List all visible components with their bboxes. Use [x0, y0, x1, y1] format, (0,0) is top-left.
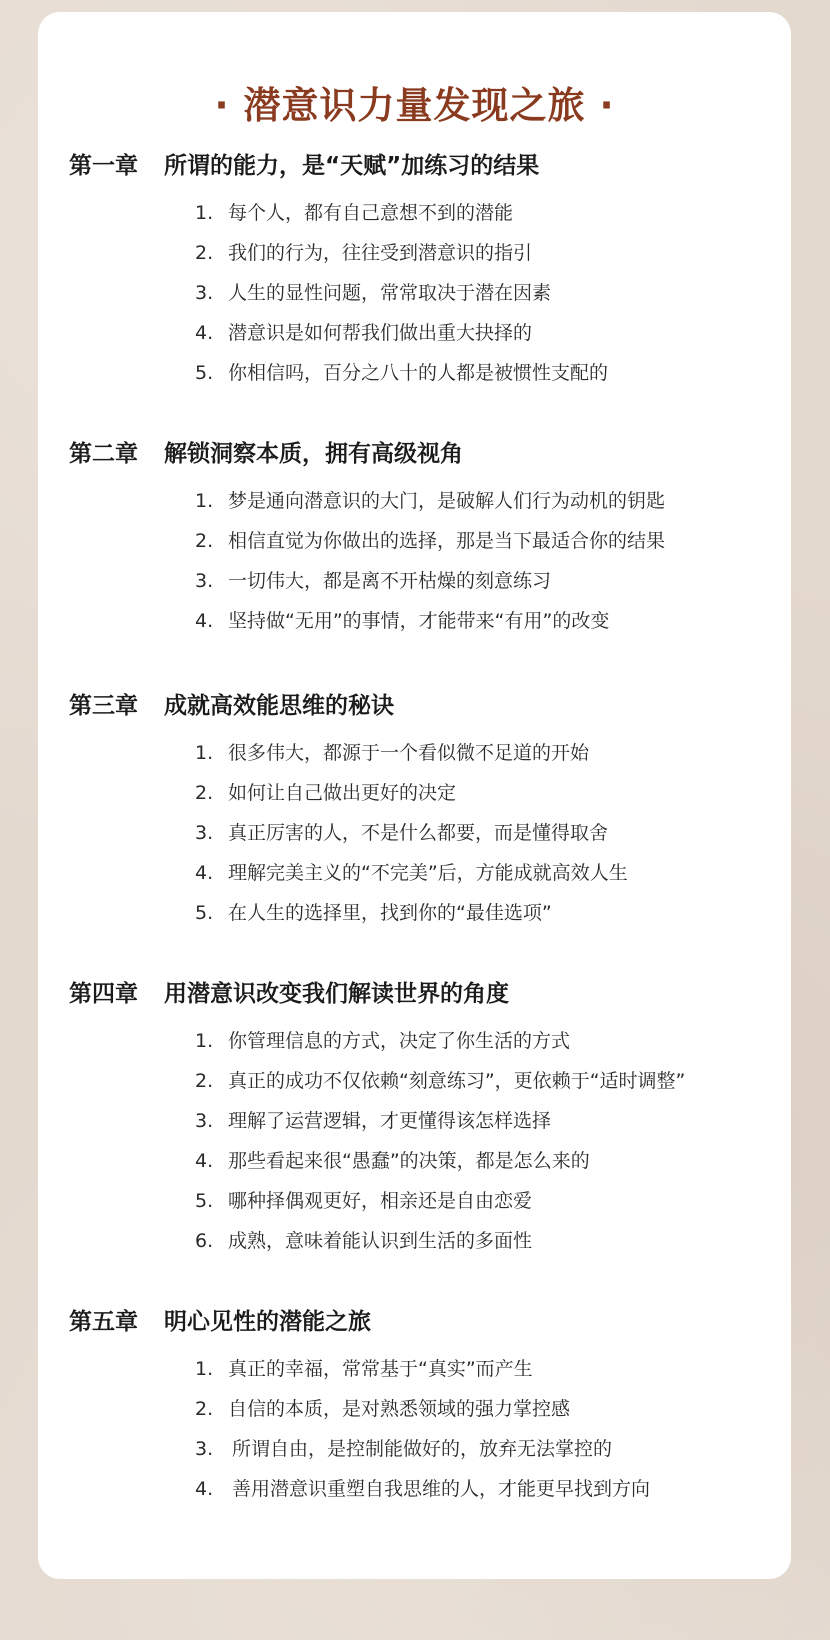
item-text: 真正的幸福，常常基于“真实”而产生	[228, 1358, 533, 1380]
item-text: 成熟，意味着能认识到生活的多面性	[228, 1230, 533, 1252]
title-dot-left: ·	[214, 84, 230, 127]
chapter-heading	[69, 146, 769, 186]
list-item	[195, 1181, 769, 1221]
list-item	[195, 1221, 769, 1261]
title-dot-right: ·	[599, 84, 615, 127]
chapter-title: 明心见性的潜能之旅	[164, 1309, 371, 1335]
list-item	[195, 773, 769, 813]
item-number: 3.	[195, 1110, 214, 1132]
item-number: 2.	[195, 782, 214, 804]
item-number: 2.	[195, 1070, 214, 1092]
item-number: 4.	[195, 322, 214, 344]
item-number: 3.	[195, 822, 214, 844]
item-number: 2.	[195, 1398, 214, 1420]
chapter-heading	[69, 974, 769, 1014]
chapter-number: 第四章	[69, 981, 138, 1007]
item-text: 你相信吗，百分之八十的人都是被惯性支配的	[228, 362, 609, 384]
item-text: 很多伟大，都源于一个看似微不足道的开始	[228, 742, 590, 764]
list-item	[195, 273, 769, 313]
item-number: 1.	[195, 202, 214, 224]
item-text: 梦是通向潜意识的大门，是破解人们行为动机的钥匙	[228, 490, 666, 512]
chapter-heading	[69, 434, 769, 474]
chapter-3	[69, 686, 769, 933]
item-text: 善用潜意识重塑自我思维的人，才能更早找到方向	[232, 1478, 651, 1500]
chapter-number: 第二章	[69, 441, 138, 467]
item-number: 4.	[195, 862, 214, 884]
list-item	[195, 813, 769, 853]
content-card	[38, 12, 791, 1579]
chapter-title: 所谓的能力，是“天赋”加练习的结果	[164, 153, 540, 179]
item-number: 5.	[195, 362, 214, 384]
item-text: 潜意识是如何帮我们做出重大抉择的	[228, 322, 533, 344]
chapter-title: 解锁洞察本质，拥有高级视角	[164, 441, 463, 467]
list-item	[195, 353, 769, 393]
item-number: 2.	[195, 242, 214, 264]
list-item	[195, 561, 769, 601]
item-number: 2.	[195, 530, 214, 552]
item-number: 1.	[195, 490, 214, 512]
chapter-item-list	[69, 481, 769, 641]
item-text: 相信直觉为你做出的选择，那是当下最适合你的结果	[228, 530, 666, 552]
item-number: 1.	[195, 1030, 214, 1052]
list-item	[195, 1469, 769, 1509]
item-text: 我们的行为，往往受到潜意识的指引	[228, 242, 533, 264]
item-text: 哪种择偶观更好，相亲还是自由恋爱	[228, 1190, 533, 1212]
item-text: 人生的显性问题，常常取决于潜在因素	[228, 282, 552, 304]
item-number: 3.	[195, 282, 214, 304]
item-text: 你管理信息的方式，决定了你生活的方式	[228, 1030, 571, 1052]
list-item	[195, 1101, 769, 1141]
item-text: 理解了运营逻辑，才更懂得该怎样选择	[228, 1110, 552, 1132]
item-text: 真正的成功不仅依赖“刻意练习”，更依赖于“适时调整”	[228, 1070, 686, 1092]
list-item	[195, 1389, 769, 1429]
chapter-2	[69, 434, 769, 641]
item-text: 坚持做“无用”的事情，才能带来“有用”的改变	[228, 610, 610, 632]
list-item	[195, 481, 769, 521]
item-number: 4.	[195, 1478, 214, 1500]
list-item	[195, 1429, 769, 1469]
item-number: 4.	[195, 1150, 214, 1172]
chapter-heading	[69, 1302, 769, 1342]
list-item	[195, 853, 769, 893]
item-text: 真正厉害的人，不是什么都要，而是懂得取舍	[228, 822, 609, 844]
list-item	[195, 233, 769, 273]
list-item	[195, 733, 769, 773]
item-number: 1.	[195, 742, 214, 764]
list-item	[195, 601, 769, 641]
list-item	[195, 1141, 769, 1181]
chapter-4	[69, 974, 769, 1261]
list-item	[195, 1061, 769, 1101]
item-text: 那些看起来很“愚蠢”的决策，都是怎么来的	[228, 1150, 590, 1172]
item-number: 3.	[195, 570, 214, 592]
title-text: 潜意识力量发现之旅	[243, 84, 586, 127]
chapter-item-list	[69, 1021, 769, 1261]
item-number: 5.	[195, 1190, 214, 1212]
chapter-5	[69, 1302, 769, 1509]
item-text: 每个人，都有自己意想不到的潜能	[228, 202, 514, 224]
list-item	[195, 521, 769, 561]
chapter-number: 第五章	[69, 1309, 138, 1335]
chapter-title: 用潜意识改变我们解读世界的角度	[164, 981, 509, 1007]
list-item	[195, 1349, 769, 1389]
item-text: 自信的本质，是对熟悉领域的强力掌控感	[228, 1398, 571, 1420]
chapter-heading	[69, 686, 769, 726]
item-number: 6.	[195, 1230, 214, 1252]
item-text: 如何让自己做出更好的决定	[228, 782, 457, 804]
item-text: 理解完美主义的“不完美”后，方能成就高效人生	[228, 862, 628, 884]
item-number: 5.	[195, 902, 214, 924]
chapter-item-list	[69, 1349, 769, 1509]
item-number: 4.	[195, 610, 214, 632]
item-number: 1.	[195, 1358, 214, 1380]
item-text: 所谓自由，是控制能做好的，放弃无法掌控的	[232, 1438, 613, 1460]
list-item	[195, 893, 769, 933]
list-item	[195, 193, 769, 233]
chapter-1	[69, 146, 769, 393]
item-number: 3.	[195, 1438, 214, 1460]
item-text: 一切伟大，都是离不开枯燥的刻意练习	[228, 570, 552, 592]
list-item	[195, 313, 769, 353]
list-item	[195, 1021, 769, 1061]
chapter-item-list	[69, 733, 769, 933]
chapter-number: 第一章	[69, 153, 138, 179]
chapter-item-list	[69, 193, 769, 393]
page-title	[38, 82, 791, 130]
item-text: 在人生的选择里，找到你的“最佳选项”	[228, 902, 552, 924]
chapter-title: 成就高效能思维的秘诀	[164, 693, 394, 719]
chapter-number: 第三章	[69, 693, 138, 719]
